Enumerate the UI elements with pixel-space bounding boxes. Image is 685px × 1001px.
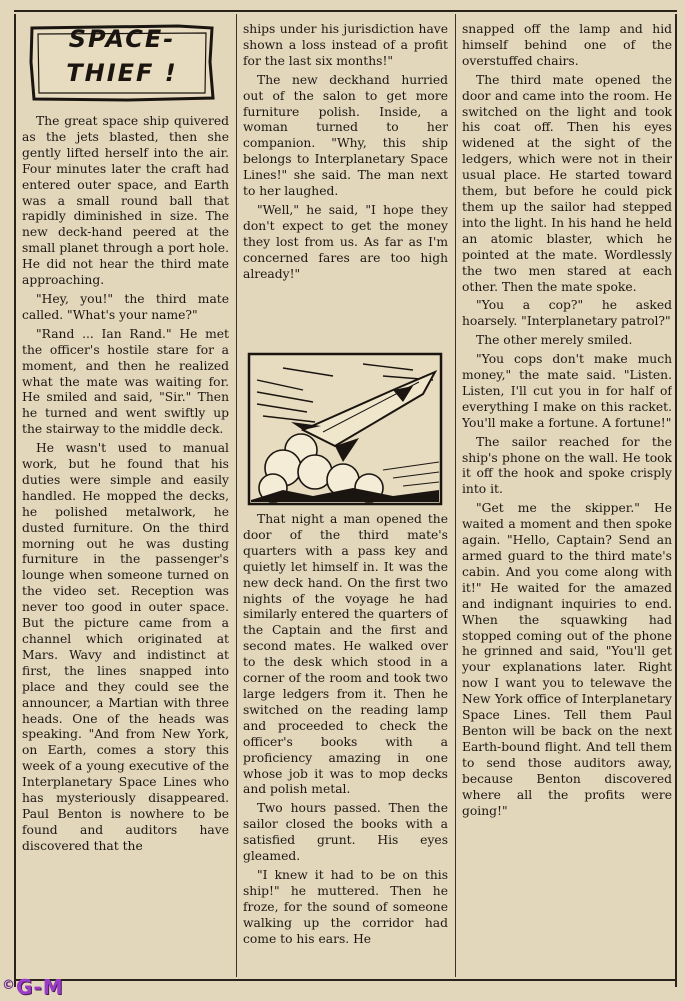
paragraph: ships under his jurisdiction have shown a loss instead of a profit for the last six months!" <box>243 22 448 68</box>
right-border <box>675 14 677 987</box>
column-separator <box>455 14 456 977</box>
copyright-symbol: © <box>2 978 16 993</box>
story-title-box <box>28 22 216 104</box>
paragraph: "I knew it had to be on this ship!" he muttered. Then he froze, for the sound of someone walking up the corridor had come to his ears. He <box>243 867 448 946</box>
paragraph: The great space ship quivered as the jets blasted, then she gently lifted herself into the air. Four minutes later the craft had entered outer space, and Earth was a small round ball that rapidly diminished in size. The new deck-hand peered at the small planet through a port hole. He did not hear the third mate approaching. <box>22 114 229 288</box>
column-3 <box>462 22 672 975</box>
paragraph: snapped off the lamp and hid himself behind one of the overstuffed chairs. <box>462 22 672 68</box>
paragraph: "Get me the skipper." He waited a moment and then spoke again. "Hello, Captain? Send an armed guard to the third mate's cabin. And you come along with it!" He waited for the amazed and indignant inquiries to end. When the squawking had stopped coming out of the phone he grinned and said, "You'll get your explanations later. Right now I want you to telewave the New York office of Interplanetary Space Lines. Tell them Paul Benton will be back on the next Earth-bound flight. And tell them to send those auditors away, because Benton discovered where all the profits were going!" <box>462 501 672 818</box>
scanner-logo <box>2 975 64 999</box>
paragraph: "Well," he said, "I hope they don't expect to get the money they lost from us. As far as I'm concerned fares are too high already!" <box>243 202 448 281</box>
rocket-illustration <box>243 350 448 510</box>
paragraph: The sailor reached for the ship's phone on the wall. He took it off the hook and spoke crisply into it. <box>462 434 672 497</box>
paragraph: "Rand ... Ian Rand." He met the officer's hostile stare for a moment, and then he realized what the mate was waiting for. He smiled and said, "Sir." Then he turned and went swiftly up the stairway to the middle deck. <box>22 326 229 437</box>
paragraph: The new deckhand hurried out of the salon to get more furniture polish. Inside, a woman turned to her companion. "Why, this ship belongs to Interplanetary Space Lines!" she said. The man next to her laughed. <box>243 72 448 199</box>
paragraph: Two hours passed. Then the sailor closed the books with a satisfied grunt. His eyes gleamed. <box>243 801 448 864</box>
column-separator <box>236 14 237 977</box>
title-line-2: THIEF ! <box>66 59 178 87</box>
column-1 <box>22 22 229 975</box>
rocket-ship-icon <box>243 350 448 510</box>
paragraph: He wasn't used to manual work, but he found that his duties were simple and easily handled. He mopped the decks, he polished metalwork, he dusted furniture. On the third morning out he was dusting furniture in the passenger's lounge when someone turned on the video set. Reception was never too good in outer space. But the picture came from a channel which originated at Mars. Wavy and indistinct at first, the lines snapped into place and they could see the announcer, a Martian with three heads. One of the heads was speaking. "And from New York, on Earth, comes a story this week of a young executive of the Interplanetary Space Lines who has mysteriously disappeared. Paul Benton is nowhere to be found and auditors have discovered that the <box>22 441 229 853</box>
bottom-border <box>14 979 677 981</box>
top-border <box>14 10 677 12</box>
title-line-1: SPACE- <box>68 25 176 53</box>
column-2 <box>243 22 448 975</box>
paragraph: That night a man opened the door of the third mate's quarters with a pass key and quietly let himself in. It was the new deck hand. On the first two nights of the voyage he had similarly entered the quarters of the Captain and the first and second mates. He walked over to the desk which stood in a corner of the room and took two large ledgers from it. Then he switched on the reading lamp and proceeded to check the officer's books with a proficiency amazing in one whose job it was to mop decks and polish metal. <box>243 512 448 797</box>
paragraph: "Hey, you!" the third mate called. "What's your name?" <box>22 291 229 322</box>
logo-mark: G-M <box>16 975 64 999</box>
paragraph: "You cops don't make much money," the mate said. "Listen. Listen, I'll cut you in for half of everything I make on this racket. You'll make a fortune. A fortune!" <box>462 352 672 430</box>
left-border <box>14 14 16 987</box>
column-1-text <box>22 114 229 855</box>
paragraph: The third mate opened the door and came into the room. He switched on the light and took his coat off. Then his eyes widened at the sight of the ledgers, which were not in their usual place. He started toward them, but before he could pick them up the sailor had stepped into the light. In his hand he held an atomic blaster, which he pointed at the mate. Wordlessly the two men stared at each other. Then the mate spoke. <box>462 72 672 294</box>
column-2-text-bottom <box>243 512 448 947</box>
paragraph: "You a cop?" he asked hoarsely. "Interplanetary patrol?" <box>462 298 672 329</box>
paragraph: The other merely smiled. <box>476 333 633 348</box>
column-2-text-top <box>243 22 448 283</box>
